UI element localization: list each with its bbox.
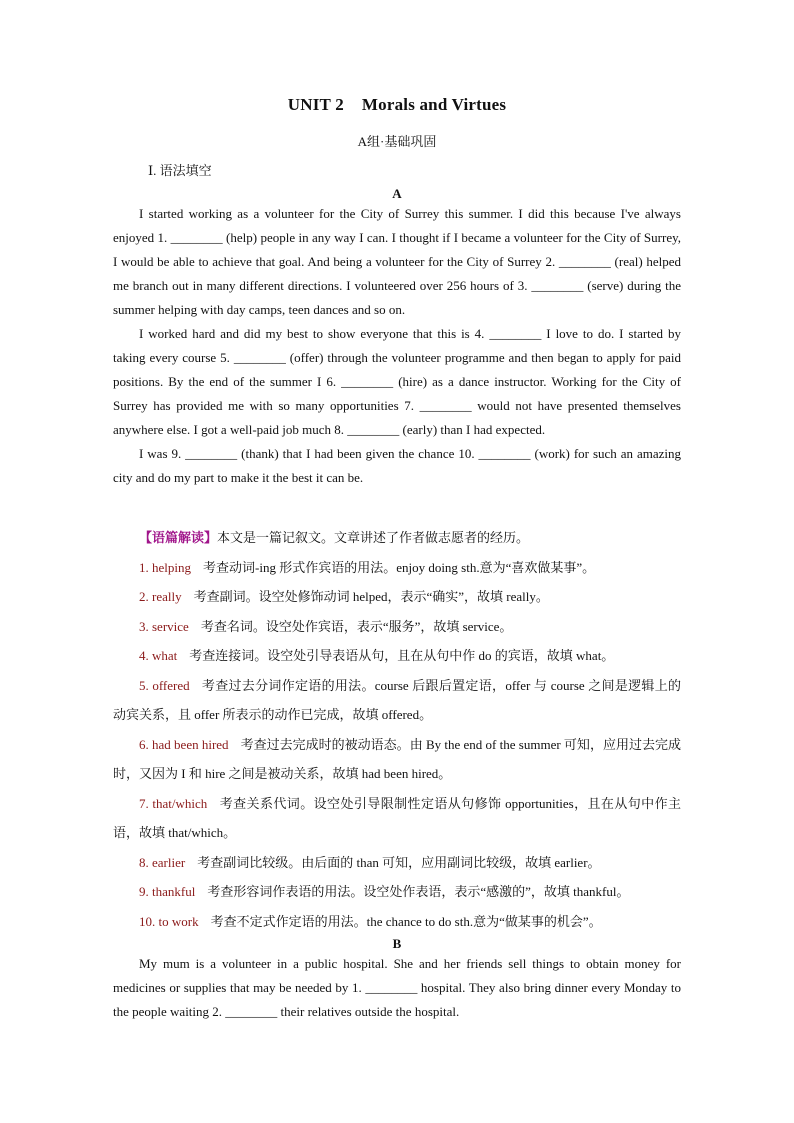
passage-a xyxy=(113,186,681,490)
answer-item xyxy=(113,553,681,583)
answer-explanation: 考查过去完成时的被动语态。由 By the end of the summer 可知，应用过去完成时，又因为 I 和 hire 之间是被动关系，故填 had been hired。 xyxy=(113,736,681,781)
passage-b-paragraph: My mum is a volunteer in a public hospital. She and her friends sell things to obtain money for medicines or supplies that may be needed by 1. ________ hospital. They also bring dinner every Monday to the people waiting 2. ________ their relatives outside the hospital. xyxy=(113,956,681,1019)
answer-explanation: 考查形容词作表语的用法。设空处作表语，表示“感激的”，故填 thankful。 xyxy=(207,884,630,899)
answer-item xyxy=(113,641,681,671)
answer-item xyxy=(113,671,681,730)
answer-word: earlier xyxy=(152,854,186,870)
section-label: Ⅰ. 语法填空 xyxy=(148,163,212,178)
answer-number: 2. xyxy=(139,589,149,604)
answer-explanation: 考查副词比较级。由后面的 than 可知，应用副词比较级，故填 earlier。 xyxy=(197,854,601,870)
answer-word: that/which xyxy=(152,795,208,811)
analysis-label: 【语篇解读】 xyxy=(139,530,218,545)
answer-analysis xyxy=(113,523,681,936)
answer-explanation: 考查关系代词。设空处引导限制性定语从句修饰 opportunities，且在从句中作主语，故填 that/which。 xyxy=(113,795,682,840)
passage-a-paragraph: I was 9. ________ (thank) that I had been given the chance 10. ________ (work) for such an amazing city and do my part to make it the best it can be. xyxy=(113,446,681,485)
unit-number: UNIT 2 xyxy=(287,95,344,114)
answer-number: 5. xyxy=(139,677,149,693)
answer-number: 3. xyxy=(139,618,149,634)
answer-number: 8. xyxy=(139,854,149,870)
answer-number: 9. xyxy=(139,884,149,899)
answer-word: had been hired xyxy=(152,736,229,752)
answer-explanation: 考查连接词。设空处引导表语从句，且在从句中作 do 的宾语，故填 what。 xyxy=(189,648,615,663)
answer-item xyxy=(113,789,681,848)
passage-a-heading: A xyxy=(392,186,402,201)
answer-item xyxy=(113,730,681,789)
answer-explanation: 考查名词。设空处作宾语，表示“服务”，故填 service。 xyxy=(200,618,513,634)
answer-number: 7. xyxy=(139,795,149,811)
analysis-intro xyxy=(113,523,681,553)
unit-title xyxy=(0,95,794,115)
answer-word: really xyxy=(152,589,182,604)
analysis-text: 本文是一篇记叙文。文章讲述了作者做志愿者的经历。 xyxy=(217,530,530,545)
group-subtitle: A组·基础巩固 xyxy=(357,134,437,149)
unit-name: Morals and Virtues xyxy=(361,95,507,114)
answer-explanation: 考查动词-ing 形式作宾语的用法。enjoy doing sth.意为“喜欢做某事”。 xyxy=(203,559,596,575)
answer-item xyxy=(113,612,681,642)
answer-item xyxy=(113,907,681,937)
answer-explanation: 考查过去分词作定语的用法。course 后跟后置定语，offer 与 course 之间是逻辑上的动宾关系，且 offer 所表示的动作已完成，故填 offered。 xyxy=(113,677,682,722)
answer-word: thankful xyxy=(152,884,196,899)
answer-item xyxy=(113,582,681,612)
answer-number: 6. xyxy=(139,736,149,752)
answer-word: what xyxy=(152,648,178,663)
passage-a-paragraph: I worked hard and did my best to show everyone that this is 4. ________ I love to do. I started by taking every course 5. ________ (offer) through the volunteer programme and then began to apply for paid positions. By the end of the summer I 6. ________ (hire) as a dance instructor. Working for the City of Surrey has provided me with so many opportunities 7. ________ would not have presented themselves anywhere else. I got a well-paid job much 8. ________ (early) than I had expected. xyxy=(113,326,681,437)
answer-item xyxy=(113,848,681,878)
answer-word: service xyxy=(152,618,189,634)
answer-item xyxy=(113,877,681,907)
answer-number: 1. xyxy=(139,559,149,575)
answer-word: helping xyxy=(152,559,191,575)
answer-word: offered xyxy=(152,677,190,693)
answer-number: 4. xyxy=(139,648,149,663)
answer-explanation: 考查副词。设空处修饰动词 helped，表示“确实”，故填 really。 xyxy=(193,589,549,604)
answer-explanation: 考查不定式作定语的用法。the chance to do sth.意为“做某事的机会”。 xyxy=(210,913,602,929)
passage-b-heading: B xyxy=(392,936,402,951)
passage-b xyxy=(113,936,681,1024)
passage-a-paragraph: I started working as a volunteer for the City of Surrey this summer. I did this because I've always enjoyed 1. ________ (help) people in any way I can. I thought if I became a volunteer for the City of Surrey, I would be able to achieve that goal. And being a volunteer for the City of Surrey 2. ________ (real) helped me branch out in many different directions. I volunteered over 256 hours of 3. ________ (serve) during the summer helping with day camps, teen dances and so on. xyxy=(113,206,681,317)
answer-number: 10. xyxy=(139,913,156,929)
answer-word: to work xyxy=(158,913,199,929)
